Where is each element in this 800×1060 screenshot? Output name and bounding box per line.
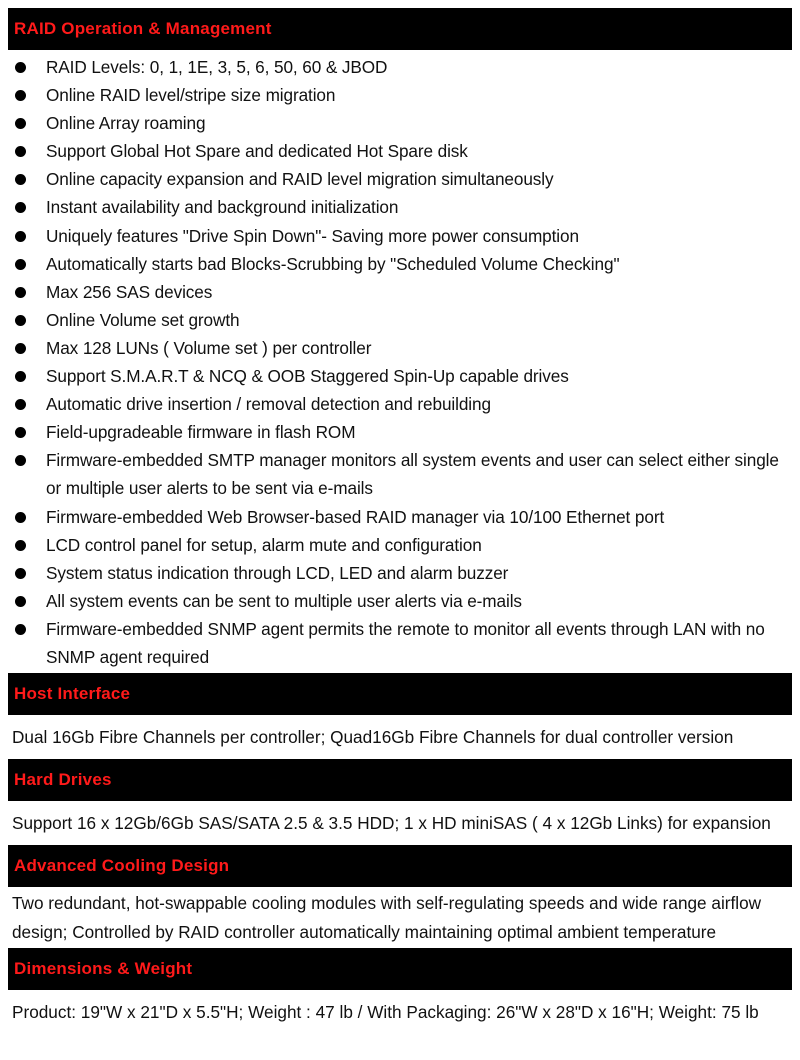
bullet-icon xyxy=(15,427,26,438)
spec-sheet xyxy=(8,8,792,1034)
list-item: Firmware-embedded Web Browser-based RAID manager via 10/100 Ethernet port xyxy=(8,503,792,531)
bullet-icon xyxy=(15,315,26,326)
section-header-host-interface xyxy=(8,673,792,715)
bullet-icon xyxy=(15,287,26,298)
section-header-cooling xyxy=(8,845,792,887)
section-title: Advanced Cooling Design xyxy=(14,856,230,876)
bullet-icon xyxy=(15,540,26,551)
bullet-icon xyxy=(15,90,26,101)
list-item: Automatic drive insertion / removal detection and rebuilding xyxy=(8,390,792,418)
bullet-icon xyxy=(15,399,26,410)
list-item: Field-upgradeable firmware in flash ROM xyxy=(8,418,792,446)
bullet-icon xyxy=(15,568,26,579)
section-title: RAID Operation & Management xyxy=(14,19,272,38)
cooling-text: Two redundant, hot-swappable cooling modules with self-regulating speeds and wide range airflow design; Controlled by RAID controller automatically maintaining optimal ambient temperature xyxy=(12,893,762,942)
bullet-icon xyxy=(15,371,26,382)
dimensions-text: Product: 19"W x 21"D x 5.5"H; Weight : 47 lb / With Packaging: 26"W x 28"D x 16"H; Weight: 75 lb xyxy=(12,1001,759,1022)
bullet-icon xyxy=(15,259,26,270)
list-item: Online RAID level/stripe size migration xyxy=(8,81,792,109)
list-item: All system events can be sent to multiple user alerts via e-mails xyxy=(8,587,792,615)
bullet-icon xyxy=(15,343,26,354)
bullet-icon xyxy=(15,174,26,185)
section-title: Host Interface xyxy=(14,684,131,704)
bullet-icon xyxy=(15,596,26,607)
list-item: RAID Levels: 0, 1, 1E, 3, 5, 6, 50, 60 & JBOD xyxy=(8,53,792,81)
section-title: Hard Drives xyxy=(14,770,112,790)
list-item: Instant availability and background initialization xyxy=(8,193,792,221)
list-item: Uniquely features "Drive Spin Down"- Saving more power consumption xyxy=(8,222,792,250)
list-item: Support S.M.A.R.T & NCQ & OOB Staggered Spin-Up capable drives xyxy=(8,362,792,390)
list-item: Online Volume set growth xyxy=(8,306,792,334)
bullet-icon xyxy=(15,118,26,129)
host-interface-text: Dual 16Gb Fibre Channels per controller; Quad16Gb Fibre Channels for dual controller version xyxy=(12,726,734,747)
bullet-icon xyxy=(15,512,26,523)
list-item: Max 256 SAS devices xyxy=(8,278,792,306)
list-item: Max 128 LUNs ( Volume set ) per controller xyxy=(8,334,792,362)
bullet-icon xyxy=(15,624,26,635)
bullet-icon xyxy=(15,146,26,157)
raid-features-list xyxy=(8,50,792,673)
section-header-dimensions xyxy=(8,948,792,990)
list-item: LCD control panel for setup, alarm mute and configuration xyxy=(8,531,792,559)
list-item: Automatically starts bad Blocks-Scrubbing by "Scheduled Volume Checking" xyxy=(8,250,792,278)
bullet-icon xyxy=(15,455,26,466)
list-item: Online Array roaming xyxy=(8,109,792,137)
hard-drives-text: Support 16 x 12Gb/6Gb SAS/SATA 2.5 & 3.5 HDD; 1 x HD miniSAS ( 4 x 12Gb Links) for expansion xyxy=(12,812,771,833)
list-item: Firmware-embedded SNMP agent permits the remote to monitor all events through LAN with no SNMP agent required xyxy=(8,615,792,671)
bullet-icon xyxy=(15,62,26,73)
list-item: Online capacity expansion and RAID level migration simultaneously xyxy=(8,165,792,193)
section-title: Dimensions & Weight xyxy=(14,959,193,979)
bullet-icon xyxy=(15,231,26,242)
section-header-hard-drives xyxy=(8,759,792,801)
bullet-icon xyxy=(15,202,26,213)
section-header-raid xyxy=(8,8,792,50)
list-item: Support Global Hot Spare and dedicated Hot Spare disk xyxy=(8,137,792,165)
list-item: Firmware-embedded SMTP manager monitors all system events and user can select either single or multiple user alerts to be sent via e-mails xyxy=(8,446,792,502)
list-item: System status indication through LCD, LED and alarm buzzer xyxy=(8,559,792,587)
